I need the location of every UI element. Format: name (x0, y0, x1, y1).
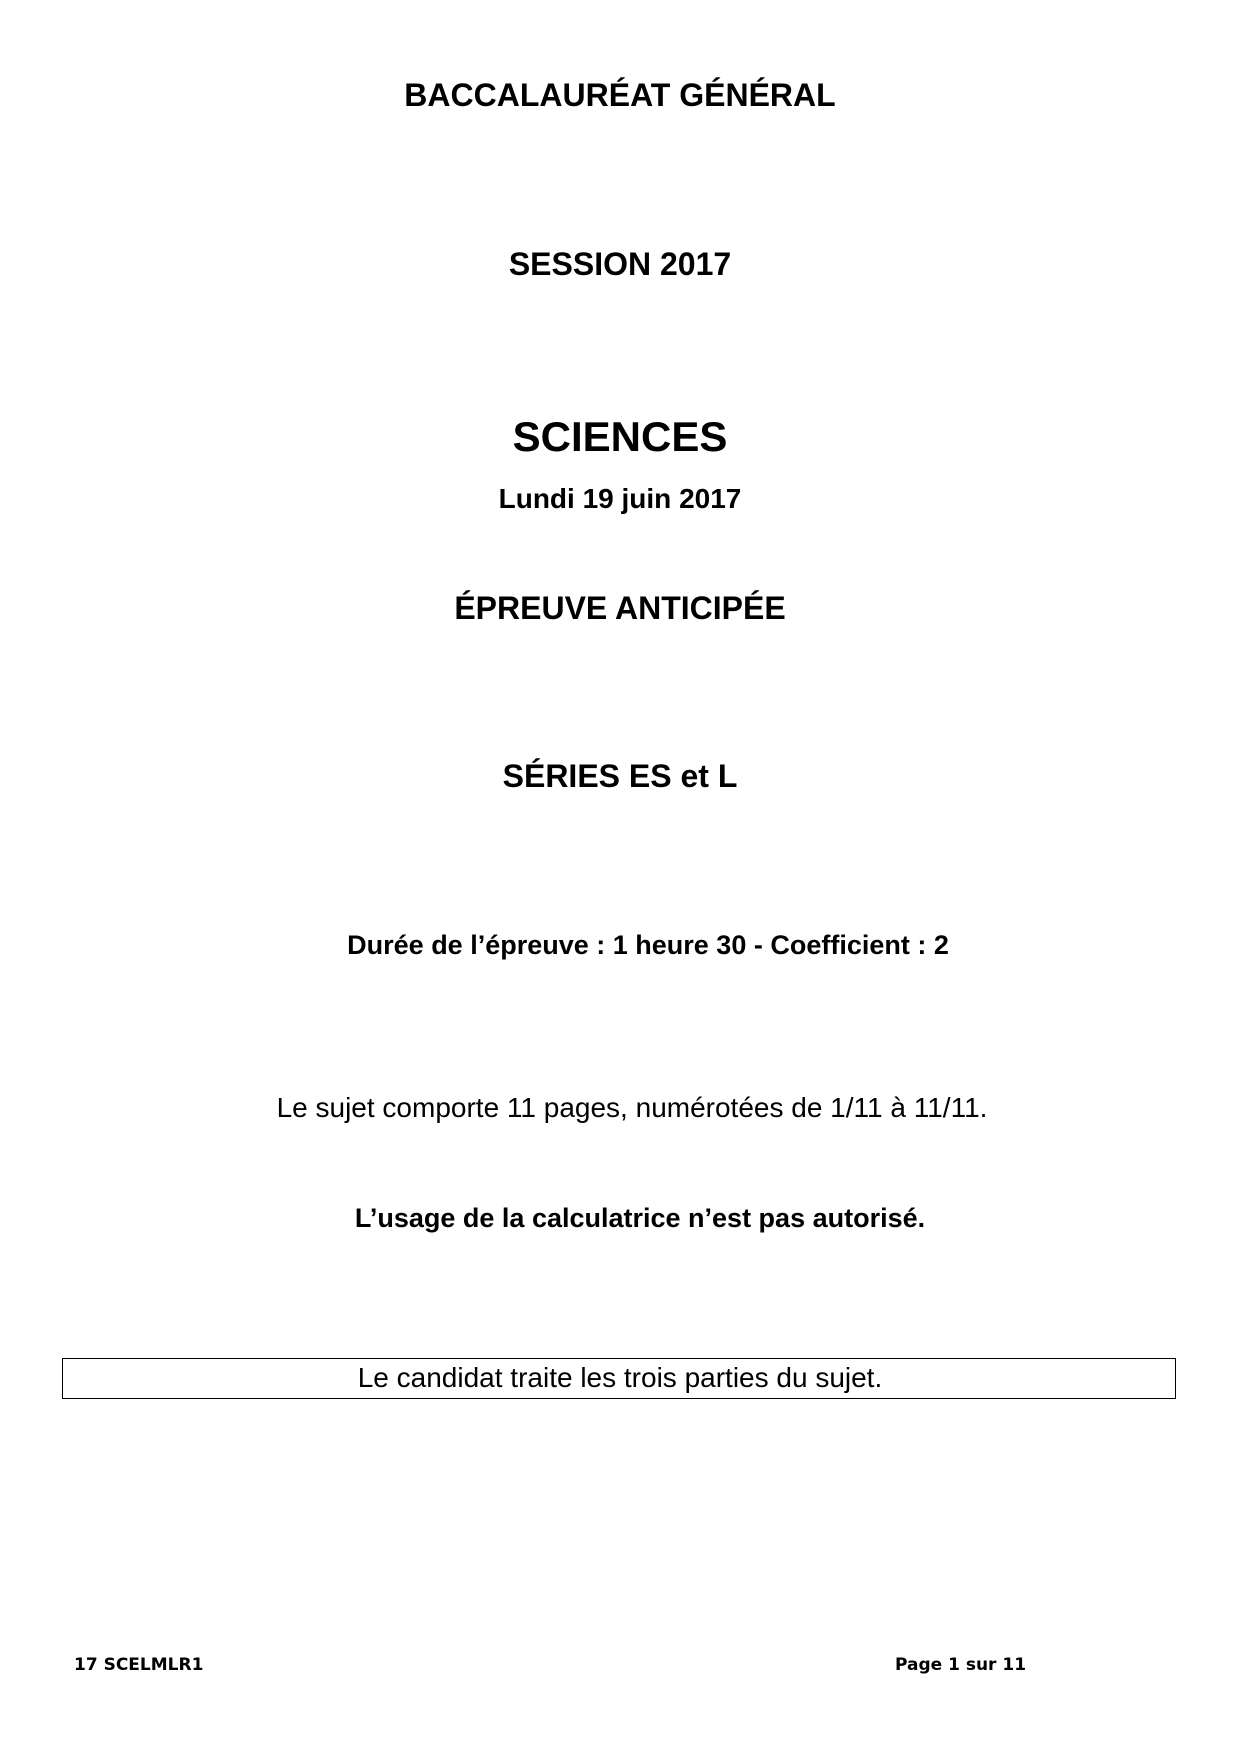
footer-page-number: Page 1 sur 11 (895, 1655, 1027, 1675)
series-label: SÉRIES ES et L (502, 758, 738, 794)
duration-coefficient: Durée de l’épreuve : 1 heure 30 - Coefficient : 2 (347, 930, 949, 960)
page-count-notice: Le sujet comporte 11 pages, numérotées de 1/11 à 11/11. (276, 1092, 988, 1123)
session-label: SESSION 2017 (508, 246, 732, 282)
exam-type: ÉPREUVE ANTICIPÉE (454, 590, 786, 626)
subject-title: SCIENCES (512, 413, 728, 460)
footer-exam-code: 17 SCELMLR1 (74, 1655, 204, 1675)
calculator-notice: L’usage de la calculatrice n’est pas autorisé. (354, 1203, 926, 1233)
instruction-text: Le candidat traite les trois parties du sujet. (357, 1362, 883, 1393)
document-title: BACCALAURÉAT GÉNÉRAL (404, 77, 836, 113)
exam-date: Lundi 19 juin 2017 (498, 483, 742, 514)
instruction-box (62, 1358, 1176, 1399)
